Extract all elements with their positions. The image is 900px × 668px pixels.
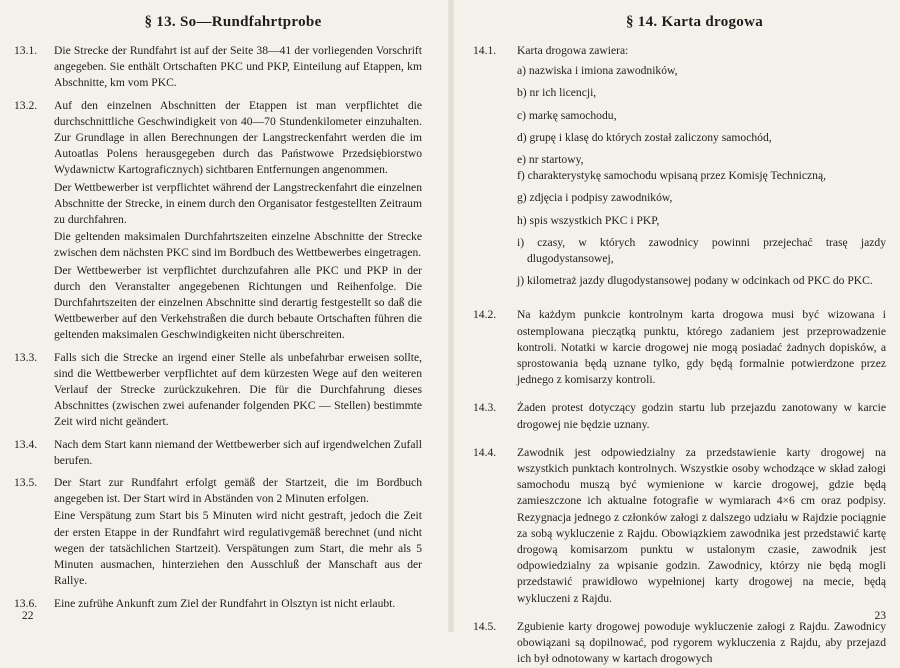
- paragraph-text: Zgubienie karty drogowej powoduje wykluczenie załogi z Rajdu. Zawodnicy obowiązani są dopilnować, pod rygorem wykluczenia z Rajdu, aby przejazd ich był odnotowany w kartach drogowych: [517, 619, 886, 666]
- paragraph-number: 14.4.: [473, 445, 497, 459]
- paragraph-text: Der Wettbewerber ist verpflichtet während der Langstreckenfahrt die einzelnen Abschnitte der Strecke, in einem durch den Organisator festgestellten Zeitraum zu durchfahren.: [54, 180, 422, 227]
- paragraph-number: 13.4.: [14, 437, 38, 451]
- paragraph-14-2: [473, 307, 886, 388]
- paragraph-number: 13.1.: [14, 44, 38, 57]
- paragraph-number: 14.2.: [473, 308, 497, 322]
- paragraph-number: 13.6.: [14, 596, 38, 610]
- paragraph-13-6: [14, 596, 422, 612]
- book-gutter: [448, 0, 454, 632]
- paragraph-text: Żaden protest dotyczący godzin startu lub przejazdu zanotowany w karcie drogowej nie będzie uznany.: [517, 401, 886, 431]
- paragraph-14-3: [473, 400, 886, 432]
- paragraph-text: Die geltenden maksimalen Durchfahrtszeiten einzelne Abschnitte der Strecke zwischen dem nächsten PKC sind im Bordbuch des Wettbewerbes eingetragen.: [54, 230, 422, 260]
- list-item: e) nr startowy,: [517, 153, 584, 167]
- section-heading: § 14. Karta drogowa: [625, 14, 764, 30]
- paragraph-text: Zawodnik jest odpowiedzialny za przedstawienie karty drogowej na wszystkich punktach kontrolnych. Wszystkie osoby wchodzące w skład załogi samochodu muszą być wymienione w karcie drogowej, gdzie będą zamieszczone ich aktualne fotografie w wymiarach 4×6 cm oraz podpisy. Rezygnacja jednego z członków załogi z dalszego udziału w Rajdzie pociągnie za sobą wykluczenie z Rajdu. Obowiązkiem zawodnika jest przedstawić kartę drogową komisarzom punktu w ustalonym czasie, zawodnik jest odpowiedzialny za wpisanie godzin. Zawodnicy, którzy nie będą mogli przedstawić prawidłowo wypełnionej karty drogowej na mecie, będą wykluczeni z Rajdu.: [517, 445, 886, 605]
- paragraph-number: 13.3.: [14, 350, 38, 364]
- paragraph-text: Falls sich die Strecke an irgend einer Stelle als unbefahrbar erweisen sollte, sind die Wettbewerber verpflichtet auf dem kürzesten Wege auf den weiteren Verlauf der Strecke zurückzukehren. Die für die Durchfahrung dieses Abschnittes (zwischen zwei aufenander folgenden PKC — Stellen) bestimmte Zeit wird nicht geändert.: [54, 350, 422, 429]
- paragraph-text: Karta drogowa zawiera:: [517, 44, 629, 57]
- list-item: h) spis wszystkich PKC i PKP,: [517, 213, 660, 227]
- sub-list: [517, 63, 886, 289]
- section-heading: § 13. So—Rundfahrtprobe: [144, 14, 322, 30]
- paragraph-number: 13.5.: [14, 476, 38, 490]
- paragraph-13-3: [14, 350, 422, 431]
- paragraph-14-4: [473, 445, 886, 607]
- list-item: i) czasy, w których zawodnicy powinni przejechać trasę jazdy dlugodystansowej,: [517, 235, 886, 266]
- list-item: b) nr ich licencji,: [517, 86, 597, 100]
- paragraph-13-2: [14, 98, 422, 344]
- page-number: 23: [874, 610, 886, 622]
- paragraph-13-5: [14, 475, 422, 589]
- paragraph-number: 14.1.: [473, 44, 497, 57]
- list-item: c) markę samochodu,: [517, 108, 617, 122]
- paragraph-text: Auf den einzelnen Abschnitten der Etappen ist man verpflichtet die durchschnittliche Geschwindigkeit von 40—70 Stundenkilometer einzuhalten. Zur Grundlage in allen Berechnungen der Langstreckenfahrt werden die im Autoatlas Polens herausgegeben durch das Państwowe Przedsiębiorstwo Wydawnictw Kartograficznych) sichtbaren Entfernungen angenommen.: [54, 98, 422, 177]
- paragraph-number: 13.2.: [14, 98, 38, 112]
- left-page: [0, 0, 440, 632]
- paragraph-13-1: [14, 43, 422, 92]
- paragraph-number: 14.3.: [473, 401, 497, 415]
- paragraph-text: Na każdym punkcie kontrolnym karta drogowa musi być wizowana i ostemplowana pieczątką punktu, którego zadaniem jest przeprowadzenie kontroli. Notatki w karcie drogowej nie mogą posiadać żadnych dopisków, a sprostowania będą uznane tylko, gdy będą formalnie potwierdzone przez jednego z komisarzy kontroli.: [517, 308, 886, 387]
- paragraph-number: 14.5.: [473, 619, 497, 633]
- page-number: 22: [22, 610, 34, 622]
- right-page: [455, 0, 900, 666]
- paragraph-14-1: [473, 43, 886, 295]
- paragraph-13-4: [14, 437, 422, 469]
- paragraph-text: Eine zufrühe Ankunft zum Ziel der Rundfahrt in Olsztyn ist nicht erlaubt.: [54, 596, 396, 610]
- paragraph-text: Der Start zur Rundfahrt erfolgt gemäß der Startzeit, die im Bordbuch angegeben ist. Der Start wird in Abständen von 2 Minuten erfolgen.: [54, 476, 422, 506]
- paragraph-text: Die Strecke der Rundfahrt ist auf der Seite 38—41 der vorliegenden Vorschrift angegeben. Sie enthält Ortschaften PKC und PKP, Einteilung auf Etappen, km Abschnitte, km vom PKC.: [54, 44, 422, 90]
- list-item: f) charakterystykę samochodu wpisaną przez Komisję Techniczną,: [517, 169, 826, 183]
- paragraph-14-5: [473, 619, 886, 668]
- list-item: d) grupę i klasę do których został zaliczony samochód,: [517, 130, 772, 144]
- list-item: g) zdjęcia i podpisy zawodników,: [517, 191, 673, 205]
- paragraph-text: Eine Verspätung zum Start bis 5 Minuten wird nicht gestraft, jedoch die Zeit der ersten Etappe in der Rundfahrt wird regulativgemäß berechnet (und nicht wegen der tatsächlichen Startzeit). Verspätungen zum Start, die mehr als 5 Minuten ausmachen, hinterziehen den Ausschluß der Manschaft aus der Rallye.: [54, 509, 422, 588]
- list-item: j) kilometraż jazdy dlugodystansowej podany w odcinkach od PKC do PKC.: [517, 274, 873, 288]
- list-item: a) nazwiska i imiona zawodników,: [517, 64, 678, 78]
- paragraph-text: Der Wettbewerber ist verpflichtet durchzufahren alle PKC und PKP in der durch den Veranstalter angegebenen Richtungen und Reihenfolge. Die Durchfahrtszeiten der einzelnen Abschnitte sind derartig festgestellt so daß die Wettbewerber auf den Verkehstraßen die durch bebaute Ortschaften führen die geltenden maksimalen Geschwindigkeiten nicht überschreiten.: [54, 263, 422, 342]
- paragraph-text: Nach dem Start kann niemand der Wettbewerber sich auf irgendwelchen Zufall berufen.: [54, 437, 422, 467]
